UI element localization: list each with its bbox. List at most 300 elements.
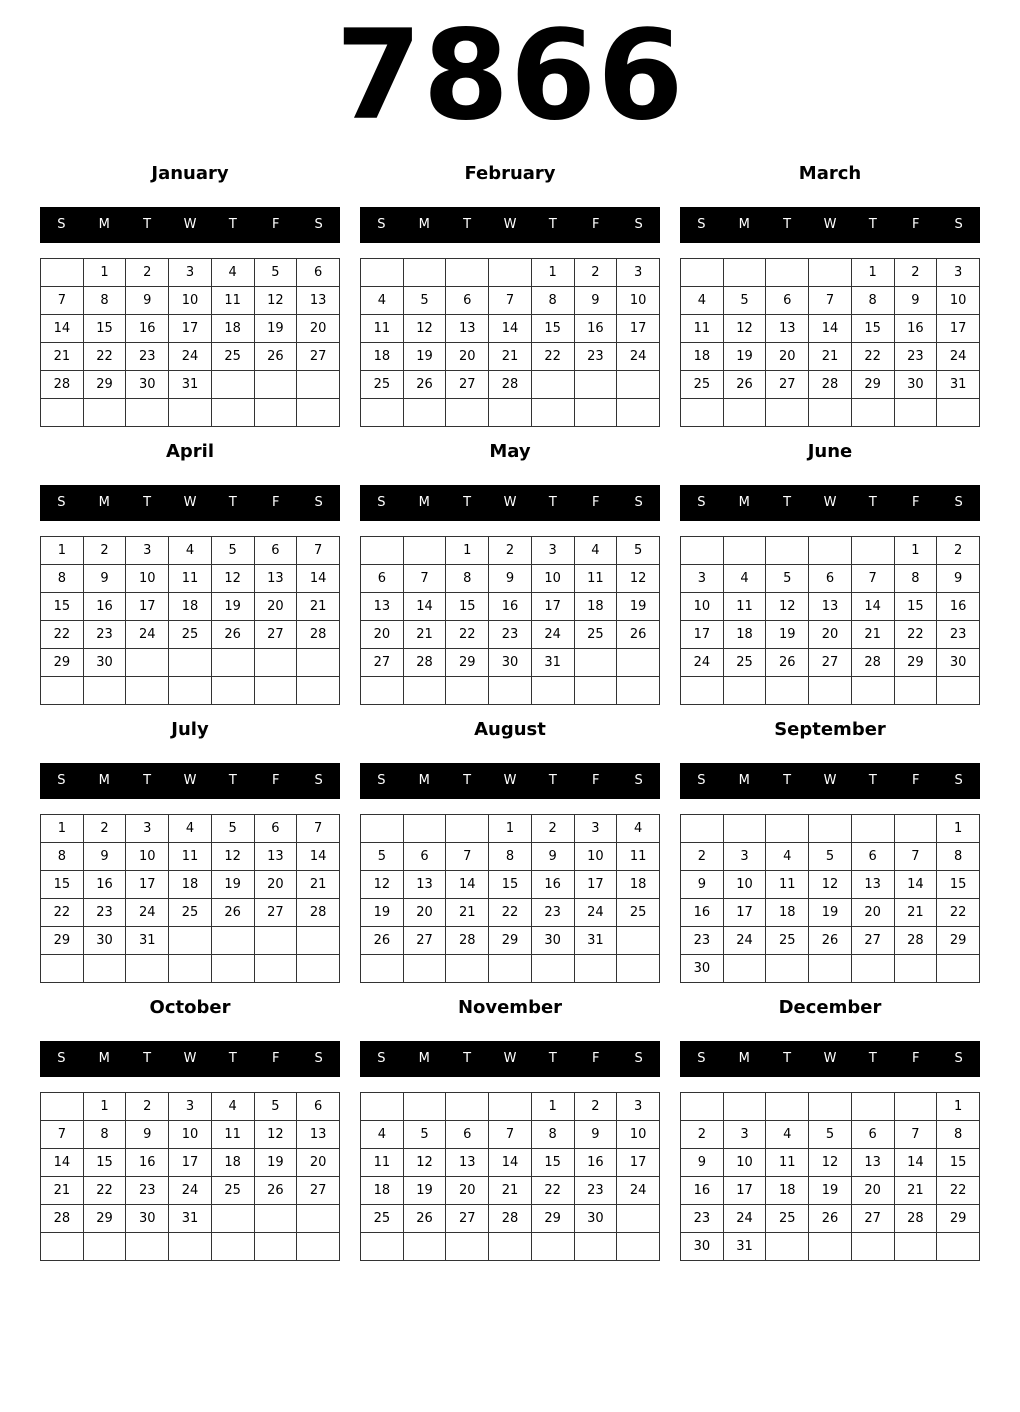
day-cell: 23 bbox=[681, 1205, 724, 1233]
empty-day-cell bbox=[723, 259, 766, 287]
day-cell: 24 bbox=[169, 343, 212, 371]
day-cell: 3 bbox=[169, 259, 212, 287]
day-cell: 7 bbox=[851, 565, 894, 593]
day-cell: 26 bbox=[809, 927, 852, 955]
day-cell: 6 bbox=[851, 1121, 894, 1149]
day-cell: 9 bbox=[574, 287, 617, 315]
weekday-label: W bbox=[503, 773, 517, 788]
empty-day-cell bbox=[297, 1205, 340, 1233]
empty-day-cell bbox=[851, 1233, 894, 1261]
day-cell: 3 bbox=[126, 537, 169, 565]
day-cell: 15 bbox=[41, 593, 84, 621]
week-row bbox=[361, 649, 660, 677]
empty-day-cell bbox=[809, 677, 852, 705]
week-row bbox=[361, 955, 660, 983]
day-cell: 13 bbox=[851, 1149, 894, 1177]
day-cell: 8 bbox=[531, 1121, 574, 1149]
day-cell: 13 bbox=[851, 871, 894, 899]
day-cell: 1 bbox=[531, 259, 574, 287]
day-cell: 14 bbox=[489, 1149, 532, 1177]
weekday-label: S bbox=[634, 217, 643, 232]
empty-day-cell bbox=[211, 677, 254, 705]
empty-day-cell bbox=[83, 1233, 126, 1261]
weekday-label: F bbox=[911, 1051, 920, 1066]
day-cell: 8 bbox=[41, 843, 84, 871]
month-name: May bbox=[489, 441, 531, 462]
day-cell: 8 bbox=[937, 843, 980, 871]
empty-day-cell bbox=[681, 259, 724, 287]
day-cell: 25 bbox=[211, 1177, 254, 1205]
day-cell: 10 bbox=[617, 1121, 660, 1149]
day-cell: 1 bbox=[83, 259, 126, 287]
day-cell: 16 bbox=[681, 1177, 724, 1205]
day-cell: 3 bbox=[937, 259, 980, 287]
week-row bbox=[361, 815, 660, 843]
day-cell: 22 bbox=[531, 1177, 574, 1205]
empty-day-cell bbox=[361, 537, 404, 565]
day-cell: 13 bbox=[297, 287, 340, 315]
day-cell: 18 bbox=[361, 1177, 404, 1205]
day-cell: 25 bbox=[361, 371, 404, 399]
week-row bbox=[41, 871, 340, 899]
day-cell: 30 bbox=[126, 371, 169, 399]
day-cell: 25 bbox=[723, 649, 766, 677]
empty-day-cell bbox=[531, 399, 574, 427]
day-cell: 4 bbox=[211, 259, 254, 287]
week-row bbox=[361, 537, 660, 565]
weekday-header bbox=[680, 1041, 980, 1077]
day-cell: 15 bbox=[83, 315, 126, 343]
week-row bbox=[361, 1149, 660, 1177]
day-cell: 18 bbox=[361, 343, 404, 371]
day-cell: 17 bbox=[937, 315, 980, 343]
week-row bbox=[41, 1177, 340, 1205]
day-cell: 22 bbox=[41, 621, 84, 649]
day-cell: 24 bbox=[723, 1205, 766, 1233]
empty-day-cell bbox=[937, 677, 980, 705]
weekday-label: S bbox=[954, 1051, 963, 1066]
day-cell: 5 bbox=[809, 1121, 852, 1149]
weekday-label: W bbox=[503, 217, 517, 232]
week-row bbox=[681, 621, 980, 649]
empty-day-cell bbox=[361, 1093, 404, 1121]
weekday-label: T bbox=[463, 495, 472, 510]
weekday-header bbox=[360, 207, 660, 243]
empty-day-cell bbox=[809, 537, 852, 565]
day-cell: 8 bbox=[531, 287, 574, 315]
day-cell: 3 bbox=[531, 537, 574, 565]
day-cell: 11 bbox=[723, 593, 766, 621]
day-cell: 10 bbox=[937, 287, 980, 315]
day-cell: 21 bbox=[41, 343, 84, 371]
day-cell: 17 bbox=[126, 593, 169, 621]
day-cell: 8 bbox=[83, 1121, 126, 1149]
week-row bbox=[41, 843, 340, 871]
day-cell: 10 bbox=[723, 1149, 766, 1177]
day-cell: 25 bbox=[211, 343, 254, 371]
week-row bbox=[681, 343, 980, 371]
day-cell: 26 bbox=[809, 1205, 852, 1233]
day-cell: 20 bbox=[766, 343, 809, 371]
week-row bbox=[361, 871, 660, 899]
day-cell: 10 bbox=[617, 287, 660, 315]
day-grid bbox=[360, 1092, 660, 1261]
empty-day-cell bbox=[254, 955, 297, 983]
weekday-label: T bbox=[228, 495, 237, 510]
day-cell: 14 bbox=[41, 315, 84, 343]
day-cell: 5 bbox=[766, 565, 809, 593]
month-name: January bbox=[151, 163, 229, 184]
day-cell: 24 bbox=[531, 621, 574, 649]
weekday-label: T bbox=[228, 1051, 237, 1066]
day-cell: 19 bbox=[211, 593, 254, 621]
empty-day-cell bbox=[766, 1233, 809, 1261]
day-cell: 23 bbox=[83, 621, 126, 649]
day-cell: 18 bbox=[211, 315, 254, 343]
empty-day-cell bbox=[403, 259, 446, 287]
day-cell: 22 bbox=[531, 343, 574, 371]
day-grid bbox=[680, 1092, 980, 1261]
empty-day-cell bbox=[851, 955, 894, 983]
weekday-header bbox=[360, 1041, 660, 1077]
day-cell: 26 bbox=[403, 1205, 446, 1233]
day-cell: 9 bbox=[681, 1149, 724, 1177]
day-cell: 7 bbox=[446, 843, 489, 871]
day-cell: 17 bbox=[617, 315, 660, 343]
day-cell: 12 bbox=[766, 593, 809, 621]
week-row bbox=[681, 1121, 980, 1149]
weekday-label: W bbox=[823, 217, 837, 232]
week-row bbox=[41, 677, 340, 705]
empty-day-cell bbox=[809, 399, 852, 427]
day-cell: 23 bbox=[489, 621, 532, 649]
empty-day-cell bbox=[894, 1093, 937, 1121]
week-row bbox=[41, 649, 340, 677]
day-cell: 19 bbox=[809, 1177, 852, 1205]
day-cell: 14 bbox=[446, 871, 489, 899]
weekday-label: F bbox=[271, 217, 280, 232]
week-row bbox=[361, 677, 660, 705]
day-cell: 29 bbox=[851, 371, 894, 399]
day-cell: 18 bbox=[617, 871, 660, 899]
empty-day-cell bbox=[211, 1205, 254, 1233]
day-cell: 17 bbox=[574, 871, 617, 899]
week-row bbox=[41, 927, 340, 955]
empty-day-cell bbox=[126, 399, 169, 427]
empty-day-cell bbox=[297, 677, 340, 705]
empty-day-cell bbox=[489, 955, 532, 983]
day-cell: 4 bbox=[361, 287, 404, 315]
day-cell: 24 bbox=[169, 1177, 212, 1205]
empty-day-cell bbox=[809, 815, 852, 843]
day-cell: 28 bbox=[41, 1205, 84, 1233]
day-cell: 18 bbox=[681, 343, 724, 371]
week-row bbox=[681, 537, 980, 565]
day-cell: 27 bbox=[851, 927, 894, 955]
day-cell: 4 bbox=[574, 537, 617, 565]
day-cell: 6 bbox=[403, 843, 446, 871]
month-name: July bbox=[171, 719, 209, 740]
empty-day-cell bbox=[254, 677, 297, 705]
weekday-label: W bbox=[503, 1051, 517, 1066]
weekday-header bbox=[680, 763, 980, 799]
weekday-label: M bbox=[738, 495, 750, 510]
day-cell: 29 bbox=[937, 1205, 980, 1233]
empty-day-cell bbox=[403, 1233, 446, 1261]
week-row bbox=[681, 315, 980, 343]
day-cell: 12 bbox=[254, 287, 297, 315]
week-row bbox=[41, 315, 340, 343]
day-cell: 25 bbox=[169, 621, 212, 649]
empty-day-cell bbox=[254, 1233, 297, 1261]
day-cell: 12 bbox=[723, 315, 766, 343]
week-row bbox=[361, 899, 660, 927]
day-cell: 11 bbox=[574, 565, 617, 593]
empty-day-cell bbox=[83, 955, 126, 983]
day-cell: 21 bbox=[851, 621, 894, 649]
day-cell: 31 bbox=[723, 1233, 766, 1261]
day-cell: 14 bbox=[403, 593, 446, 621]
month-name: November bbox=[457, 997, 563, 1018]
day-cell: 26 bbox=[617, 621, 660, 649]
day-cell: 15 bbox=[531, 1149, 574, 1177]
empty-day-cell bbox=[126, 677, 169, 705]
empty-day-cell bbox=[361, 955, 404, 983]
weekday-label: S bbox=[697, 1051, 706, 1066]
weekday-label: T bbox=[783, 773, 792, 788]
weekday-label: F bbox=[591, 217, 600, 232]
day-cell: 9 bbox=[574, 1121, 617, 1149]
empty-day-cell bbox=[361, 815, 404, 843]
empty-day-cell bbox=[937, 1233, 980, 1261]
weekday-label: W bbox=[823, 495, 837, 510]
day-cell: 29 bbox=[41, 649, 84, 677]
day-cell: 1 bbox=[937, 815, 980, 843]
day-cell: 15 bbox=[937, 1149, 980, 1177]
day-cell: 7 bbox=[41, 287, 84, 315]
empty-day-cell bbox=[851, 815, 894, 843]
day-cell: 20 bbox=[851, 1177, 894, 1205]
week-row bbox=[41, 287, 340, 315]
day-cell: 27 bbox=[446, 371, 489, 399]
day-cell: 16 bbox=[489, 593, 532, 621]
weekday-label: F bbox=[591, 773, 600, 788]
day-cell: 6 bbox=[809, 565, 852, 593]
day-cell: 17 bbox=[681, 621, 724, 649]
day-cell: 11 bbox=[681, 315, 724, 343]
day-cell: 6 bbox=[297, 1093, 340, 1121]
empty-day-cell bbox=[403, 955, 446, 983]
day-cell: 1 bbox=[937, 1093, 980, 1121]
day-cell: 13 bbox=[254, 843, 297, 871]
day-cell: 15 bbox=[83, 1149, 126, 1177]
day-cell: 18 bbox=[574, 593, 617, 621]
day-grid bbox=[680, 536, 980, 705]
day-cell: 27 bbox=[297, 1177, 340, 1205]
empty-day-cell bbox=[489, 399, 532, 427]
empty-day-cell bbox=[723, 955, 766, 983]
weekday-label: S bbox=[57, 217, 66, 232]
weekday-label: F bbox=[591, 1051, 600, 1066]
empty-day-cell bbox=[617, 1205, 660, 1233]
day-cell: 21 bbox=[489, 1177, 532, 1205]
day-cell: 19 bbox=[361, 899, 404, 927]
day-cell: 8 bbox=[489, 843, 532, 871]
day-cell: 17 bbox=[169, 315, 212, 343]
day-cell: 7 bbox=[489, 1121, 532, 1149]
day-cell: 15 bbox=[851, 315, 894, 343]
empty-day-cell bbox=[617, 955, 660, 983]
weekday-label: T bbox=[143, 495, 152, 510]
empty-day-cell bbox=[446, 1233, 489, 1261]
day-cell: 27 bbox=[766, 371, 809, 399]
day-cell: 17 bbox=[531, 593, 574, 621]
empty-day-cell bbox=[766, 399, 809, 427]
day-cell: 2 bbox=[126, 1093, 169, 1121]
weekday-label: S bbox=[697, 773, 706, 788]
year-title: 7866 bbox=[335, 4, 685, 148]
weekday-label: F bbox=[271, 773, 280, 788]
week-row bbox=[681, 399, 980, 427]
empty-day-cell bbox=[446, 399, 489, 427]
week-row bbox=[41, 1149, 340, 1177]
day-cell: 2 bbox=[531, 815, 574, 843]
week-row bbox=[681, 899, 980, 927]
week-row bbox=[681, 1177, 980, 1205]
day-cell: 25 bbox=[169, 899, 212, 927]
day-cell: 31 bbox=[574, 927, 617, 955]
day-cell: 20 bbox=[851, 899, 894, 927]
day-cell: 2 bbox=[126, 259, 169, 287]
day-cell: 25 bbox=[361, 1205, 404, 1233]
week-row bbox=[681, 593, 980, 621]
weekday-label: T bbox=[228, 773, 237, 788]
empty-day-cell bbox=[361, 399, 404, 427]
empty-day-cell bbox=[531, 371, 574, 399]
day-cell: 3 bbox=[169, 1093, 212, 1121]
day-cell: 7 bbox=[894, 1121, 937, 1149]
day-cell: 3 bbox=[723, 1121, 766, 1149]
week-row bbox=[41, 371, 340, 399]
weekday-label: S bbox=[954, 495, 963, 510]
day-cell: 26 bbox=[403, 371, 446, 399]
day-cell: 9 bbox=[937, 565, 980, 593]
week-row bbox=[681, 565, 980, 593]
weekday-label: T bbox=[868, 495, 877, 510]
day-cell: 21 bbox=[41, 1177, 84, 1205]
day-cell: 5 bbox=[361, 843, 404, 871]
empty-day-cell bbox=[403, 1093, 446, 1121]
day-cell: 2 bbox=[894, 259, 937, 287]
weekday-label: S bbox=[697, 217, 706, 232]
day-cell: 18 bbox=[766, 899, 809, 927]
empty-day-cell bbox=[446, 677, 489, 705]
day-cell: 15 bbox=[937, 871, 980, 899]
day-cell: 30 bbox=[126, 1205, 169, 1233]
day-cell: 20 bbox=[254, 871, 297, 899]
weekday-label: T bbox=[548, 773, 557, 788]
day-cell: 20 bbox=[254, 593, 297, 621]
empty-day-cell bbox=[809, 955, 852, 983]
day-cell: 18 bbox=[723, 621, 766, 649]
empty-day-cell bbox=[851, 677, 894, 705]
day-cell: 5 bbox=[403, 1121, 446, 1149]
weekday-label: M bbox=[738, 1051, 750, 1066]
day-cell: 19 bbox=[809, 899, 852, 927]
weekday-label: S bbox=[954, 217, 963, 232]
day-cell: 8 bbox=[894, 565, 937, 593]
day-cell: 1 bbox=[83, 1093, 126, 1121]
month-name: April bbox=[165, 441, 215, 462]
day-cell: 23 bbox=[574, 343, 617, 371]
week-row bbox=[361, 1177, 660, 1205]
day-cell: 4 bbox=[723, 565, 766, 593]
day-cell: 21 bbox=[403, 621, 446, 649]
weekday-label: T bbox=[548, 495, 557, 510]
week-row bbox=[41, 899, 340, 927]
day-grid bbox=[680, 814, 980, 983]
day-cell: 30 bbox=[83, 649, 126, 677]
empty-day-cell bbox=[766, 1093, 809, 1121]
day-cell: 12 bbox=[617, 565, 660, 593]
day-cell: 24 bbox=[126, 621, 169, 649]
day-cell: 28 bbox=[851, 649, 894, 677]
day-cell: 1 bbox=[531, 1093, 574, 1121]
day-cell: 12 bbox=[809, 1149, 852, 1177]
weekday-header bbox=[680, 485, 980, 521]
day-cell: 9 bbox=[681, 871, 724, 899]
weekday-label: T bbox=[783, 217, 792, 232]
empty-day-cell bbox=[83, 677, 126, 705]
day-cell: 22 bbox=[83, 343, 126, 371]
empty-day-cell bbox=[446, 815, 489, 843]
empty-day-cell bbox=[574, 399, 617, 427]
weekday-label: W bbox=[183, 217, 197, 232]
week-row bbox=[681, 815, 980, 843]
day-cell: 25 bbox=[681, 371, 724, 399]
day-cell: 14 bbox=[809, 315, 852, 343]
week-row bbox=[361, 371, 660, 399]
day-cell: 16 bbox=[894, 315, 937, 343]
weekday-label: S bbox=[634, 1051, 643, 1066]
week-row bbox=[681, 1233, 980, 1261]
day-grid bbox=[40, 258, 340, 427]
weekday-label: F bbox=[271, 1051, 280, 1066]
weekday-label: T bbox=[143, 1051, 152, 1066]
month-name: September bbox=[774, 719, 886, 740]
day-cell: 11 bbox=[169, 843, 212, 871]
day-cell: 23 bbox=[126, 343, 169, 371]
day-cell: 4 bbox=[361, 1121, 404, 1149]
week-row bbox=[41, 565, 340, 593]
day-cell: 24 bbox=[574, 899, 617, 927]
weekday-label: S bbox=[314, 495, 323, 510]
day-cell: 14 bbox=[851, 593, 894, 621]
weekday-label: M bbox=[98, 773, 110, 788]
day-cell: 13 bbox=[446, 315, 489, 343]
day-cell: 7 bbox=[489, 287, 532, 315]
empty-day-cell bbox=[211, 399, 254, 427]
day-cell: 11 bbox=[361, 315, 404, 343]
day-cell: 15 bbox=[894, 593, 937, 621]
empty-day-cell bbox=[851, 537, 894, 565]
empty-day-cell bbox=[574, 649, 617, 677]
day-cell: 3 bbox=[681, 565, 724, 593]
week-row bbox=[681, 871, 980, 899]
week-row bbox=[41, 1205, 340, 1233]
day-cell: 23 bbox=[574, 1177, 617, 1205]
day-cell: 1 bbox=[894, 537, 937, 565]
